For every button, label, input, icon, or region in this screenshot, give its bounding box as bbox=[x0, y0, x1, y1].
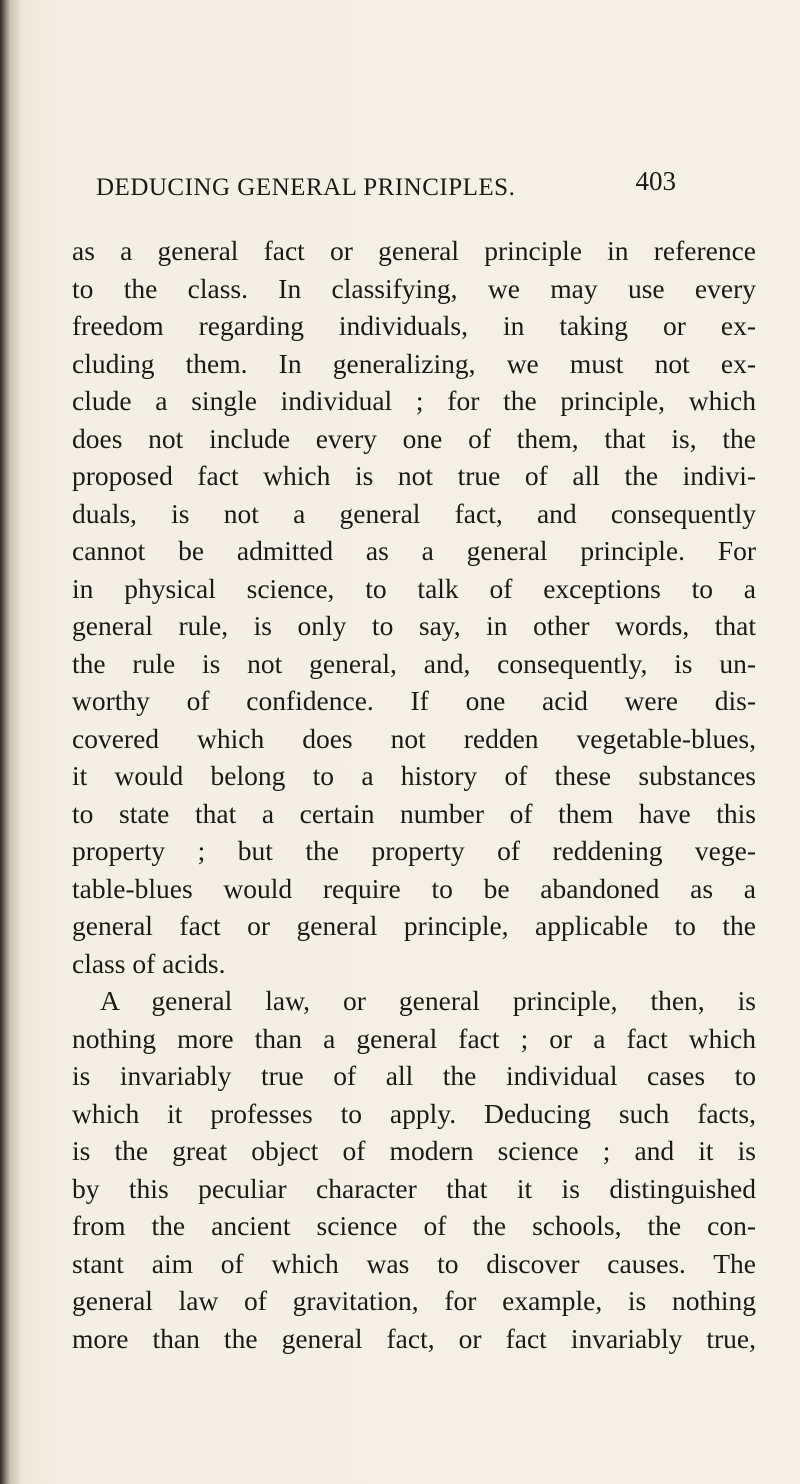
text-line: as a general fact or general principle in reference bbox=[72, 235, 756, 266]
text-line: by this peculiar character that it is distinguished bbox=[72, 1172, 756, 1204]
text-line: general fact or general principle, applicable to the bbox=[72, 910, 756, 941]
text-line: in physical science, to talk of exceptions to a bbox=[72, 572, 756, 604]
text-line: the rule is not general, and, consequently, is un- bbox=[72, 647, 756, 679]
text-line: proposed fact which is not true of all the indivi- bbox=[72, 460, 756, 491]
text-line: more than the general fact, or fact invariably true, bbox=[72, 1322, 756, 1354]
text-line: it would belong to a history of these substances bbox=[72, 760, 756, 791]
paragraph-start-line: A general law, or general principle, then, is bbox=[100, 985, 756, 1016]
text-line: is invariably true of all the individual cases to bbox=[72, 1060, 756, 1091]
text-line: clude a single individual ; for the principle, which bbox=[72, 385, 756, 416]
text-line: worthy of confidence. If one acid were dis- bbox=[72, 685, 756, 716]
text-line: property ; but the property of reddening vege- bbox=[72, 835, 756, 866]
text-line: stant aim of which was to discover causes. The bbox=[72, 1247, 756, 1279]
text-line: cannot be admitted as a general principle. For bbox=[72, 535, 756, 566]
text-line: covered which does not redden vegetable-blues, bbox=[72, 722, 756, 754]
text-line: is the great object of modern science ; and it is bbox=[72, 1135, 756, 1166]
paragraph-end-line: class of acids. bbox=[72, 947, 226, 979]
text-line: general rule, is only to say, in other words, that bbox=[72, 610, 756, 641]
text-line: cluding them. In generalizing, we must not ex- bbox=[72, 347, 756, 379]
text-line: to the class. In classifying, we may use every bbox=[72, 272, 756, 304]
text-line: duals, is not a general fact, and consequently bbox=[72, 497, 756, 529]
body-text bbox=[72, 232, 756, 1357]
text-line: does not include every one of them, that is, the bbox=[72, 422, 756, 454]
text-line: from the ancient science of the schools, the con- bbox=[72, 1210, 756, 1241]
text-line: which it professes to apply. Deducing such facts, bbox=[72, 1097, 756, 1129]
text-line: nothing more than a general fact ; or a fact which bbox=[72, 1022, 756, 1054]
text-line: to state that a certain number of them have this bbox=[72, 797, 756, 829]
binding-gutter-shadow bbox=[0, 0, 22, 1484]
text-line: table-blues would require to be abandoned as a bbox=[72, 872, 756, 904]
running-head bbox=[96, 166, 676, 202]
page-number: 403 bbox=[635, 166, 676, 196]
running-title: DEDUCING GENERAL PRINCIPLES. bbox=[96, 174, 516, 201]
text-line: general law of gravitation, for example, is nothing bbox=[72, 1285, 756, 1316]
text-line: freedom regarding individuals, in taking or ex- bbox=[72, 310, 756, 341]
